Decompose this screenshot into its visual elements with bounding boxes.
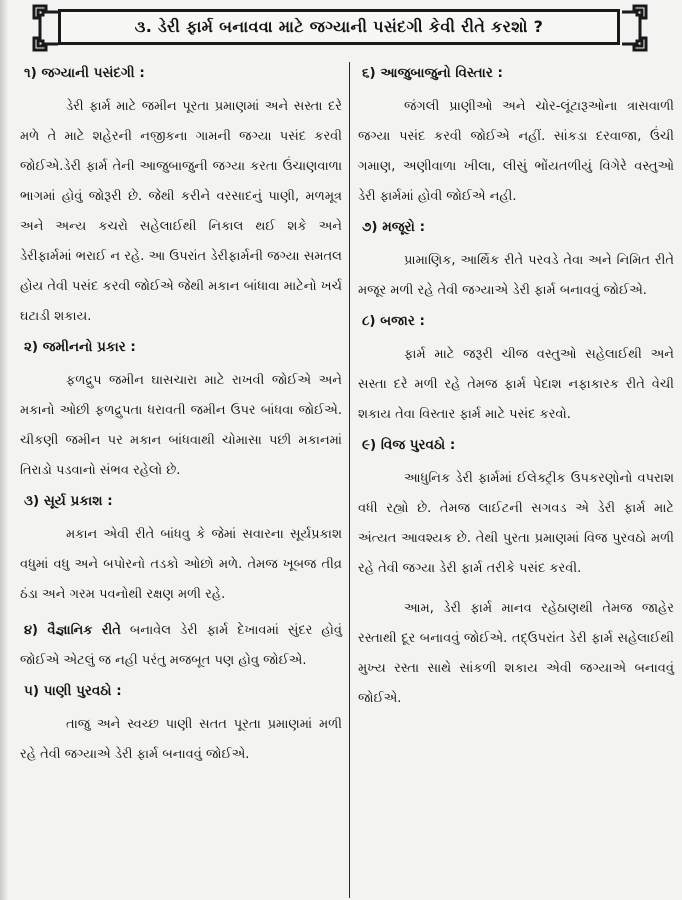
- section-body-text: બનાવેલ ડેરી ફાર્મ દેખાવમાં સુંદર હોવું જોઈએ એટલું જ નહી પરંતુ મજબૂત પણ હોવુ જોઈએ.: [20, 623, 342, 668]
- section-water-supply: [20, 680, 342, 770]
- section-body: તાજુ અને સ્વચ્છ પાણી સતત પૂરતા પ્રમાણમાં મળી રહે તેવી જગ્યાએ ડેરી ફાર્મ બનાવવું જોઈએ.: [20, 717, 342, 762]
- section-heading: ૯) વિજ પુરવઠો :: [362, 437, 456, 453]
- column-divider: [349, 62, 350, 898]
- section-scientific-method: [20, 616, 342, 676]
- section-body: મકાન એવી રીતે બાંધવુ કે જેમાં સવારના સૂર્યપ્રકાશ વધુમાં વધુ અને બપોરનો તડકો ઓછો મળે. તેમજ ખૂબજ તીવ્ર ઠંડા અને ગરમ પવનોથી રક્ષણ મળી રહે.: [20, 527, 342, 602]
- section-sunlight: [20, 490, 342, 610]
- section-electricity: [358, 434, 674, 584]
- left-column: [20, 58, 342, 770]
- section-heading: ૬) આજુબાજુનો વિસ્તાર :: [362, 65, 503, 81]
- section-heading: ૮) બજાર :: [362, 313, 425, 329]
- section-body: ફાર્મ માટે જરૂરી ચીજ વસ્તુઓ સહેલાઈથી અને સસ્તા દરે મળી રહે તેમજ ફાર્મ પેદાશ નફાકારક રીતે વેચી શકાય તેવા વિસ્તાર ફાર્મ માટે પસંદ કરવો.: [358, 347, 674, 422]
- section-heading: ૨) જમીનનો પ્રકાર :: [24, 339, 136, 355]
- page-title: ૩. ડેરી ફાર્મ બનાવવા માટે જગ્યાની પસંદગી કેવી રીતે કરશો ?: [134, 17, 544, 36]
- section-body: જંગલી પ્રાણીઓ અને ચોર-લૂંટારૂઓના ત્રાસવાળી જગ્યા પસંદ કરવી જોઈએ નહીં. સાંકડા દરવાજા, ઉંચી ગમાણ, અણીવાળા ખીલા, લીસું ભોંયતળીયું વિગેરે વસ્તુઓ ડેરી ફાર્મમાં હોવી જોઈએ નહી.: [358, 99, 674, 204]
- title-banner: [30, 3, 650, 53]
- section-body: [20, 616, 342, 676]
- section-surroundings: [358, 62, 674, 212]
- section-soil-type: [20, 336, 342, 486]
- section-heading: ૩) સૂર્ય પ્રકાશ :: [24, 493, 113, 509]
- section-market: [358, 310, 674, 430]
- section-body: આમ, ડેરી ફાર્મ માનવ રહેઠાણથી તેમજ જાહેર રસ્તાથી દૂર બનાવવું જોઈએ. તદ્ઉપરાંત ડેરી ફાર્મ સહેલાઈથી મુખ્ય રસ્તા સાથે સાંકળી શકાય એવી જગ્યાએ બનાવવું જોઈએ.: [358, 601, 674, 706]
- page-edge-shadow: [0, 0, 8, 900]
- section-conclusion: [358, 594, 674, 714]
- section-land-selection: [20, 62, 342, 332]
- right-column: [358, 58, 674, 714]
- section-body: આધુનિક ડેરી ફાર્મમાં ઈલેક્ટ્રીક ઉપકરણોનો વપરાશ વધી રહ્યો છે. તેમજ લાઈટની સગવડ એ ડેરી ફાર્મ માટે અંત્યત આવશ્યક છે. તેથી પુરતા પ્રમાણમાં વિજ પુરવઠો મળી રહે તેવી જગ્યા ડેરી ફાર્મ તરીકે પસંદ કરવી.: [358, 471, 674, 576]
- section-lead: ૪) વૈજ્ઞાનિક રીતે: [24, 623, 121, 638]
- section-heading: ૫) પાણી પુરવઠો :: [24, 683, 122, 699]
- section-heading: ૧) જગ્યાની પસંદગી :: [24, 65, 145, 81]
- section-body: પ્રામાણિક, આર્થિક રીતે પરવડે તેવા અને નિમિત રીતે મજૂર મળી રહે તેવી જગ્યાએ ડેરી ફાર્મ બનાવવું જોઈએ.: [358, 253, 674, 298]
- section-body: ડેરી ફાર્મ માટે જમીન પૂરતા પ્રમાણમાં અને સસ્તા દરે મળે તે માટે શહેરની નજીકના ગામની જગ્યા પસંદ કરવી જોઈએ.ડેરી ફાર્મ તેની આજુબાજુની જગ્યા કરતા ઉંચાણવાળા ભાગમાં હોવું જોરૂરી છે. જેથી કરીને વરસાદનું પાણી, મળમૂત્ર અને અન્ય કચરો સહેલાઈથી નિકાલ થઈ શકે અને ડેરીફાર્મમાં ભરાઈ ન રહે. આ ઉપરાંત ડેરીફાર્મની જગ્યા સમતલ હોય તેવી પસંદ કરવી જોઈએ જેથી મકાન બાંધાવા માટેનો ખર્ચ ઘટાડી શકાય.: [20, 99, 342, 324]
- title-box: [58, 9, 620, 45]
- section-body: ફળદ્રુપ જમીન ઘાસચારા માટે રાખવી જોઈએ અને મકાનો ઓછી ફળદ્રુપતા ધરાવતી જમીન ઉપર બાંધવા જોઈએ. ચીકણી જમીન પર મકાન બાંધવાથી ચોમાસા પછી મકાનમાં તિરાડો પડવાનો સંભવ રહેલો છે.: [20, 373, 342, 478]
- section-labour: [358, 216, 674, 306]
- section-heading: ૭) મજૂરો :: [362, 219, 426, 235]
